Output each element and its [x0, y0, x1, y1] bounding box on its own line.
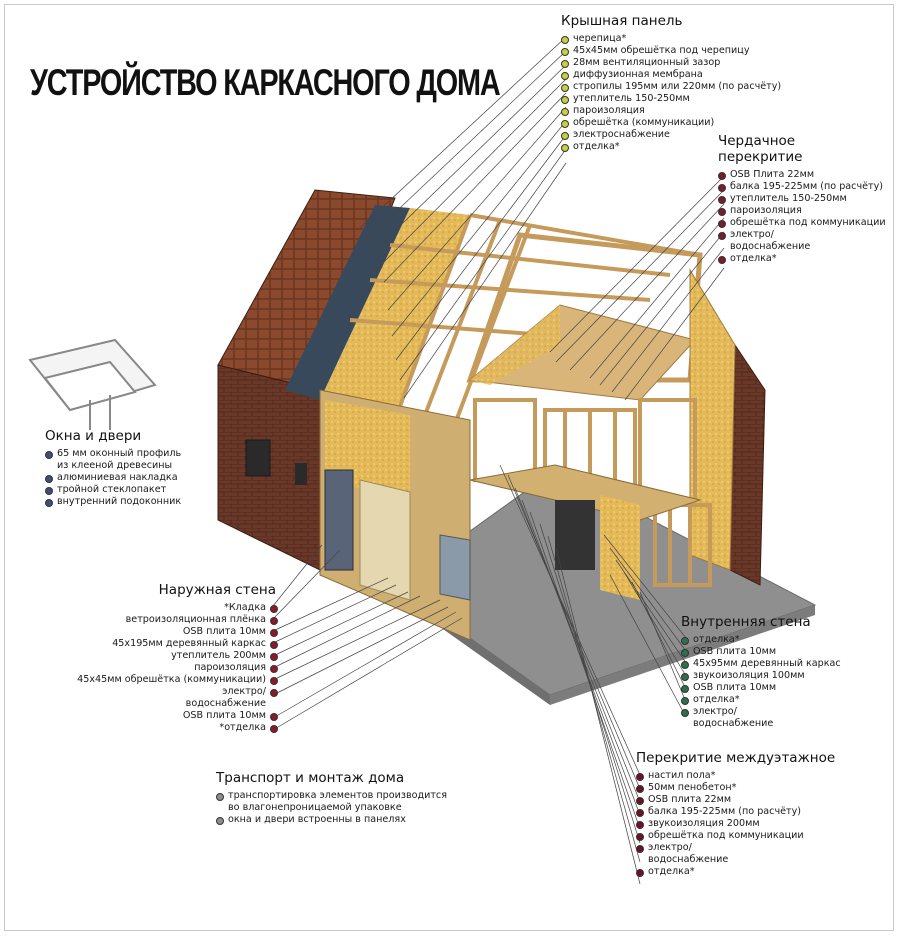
marker-dot-icon [45, 487, 53, 495]
marker-dot-icon [561, 96, 569, 104]
list-item: отделка* [561, 141, 781, 153]
marker-dot-icon [561, 120, 569, 128]
marker-dot-icon [270, 653, 278, 661]
attic-floor-heading-line1: Чердачное [718, 133, 796, 149]
list-item: электро/ водоснабжение [636, 842, 835, 866]
list-item: обрешётка (коммуникации) [561, 117, 781, 129]
window-profile-sketch [30, 340, 155, 430]
marker-dot-icon [636, 845, 644, 853]
marker-dot-icon [636, 869, 644, 877]
marker-dot-icon [270, 677, 278, 685]
list-item: алюминиевая накладка [45, 472, 182, 484]
marker-dot-icon [216, 793, 224, 801]
interfloor-heading: Перекритие междуэтажное [636, 750, 836, 766]
list-item: утеплитель 150-250мм [561, 93, 781, 105]
marker-dot-icon [216, 817, 224, 825]
list-item: OSB Плита 22мм [718, 169, 886, 181]
list-item: обрешётка под коммуникации [636, 830, 835, 842]
marker-dot-icon [636, 809, 644, 817]
list-item: 45х45мм обрешётка под черепицу [561, 45, 781, 57]
roof-panel-heading: Крышная панель [561, 13, 683, 29]
list-item: пароизоляция [718, 205, 886, 217]
list-item: пароизоляция [60, 662, 278, 674]
list-item: обрешётка под коммуникации [718, 217, 886, 229]
list-item: отделка* [636, 866, 835, 878]
attic-floor-legend [718, 133, 886, 265]
list-item: ветроизоляционная плёнка [60, 614, 278, 626]
marker-dot-icon [270, 617, 278, 625]
list-item: *отделка [60, 722, 278, 734]
marker-dot-icon [636, 833, 644, 841]
marker-dot-icon [718, 220, 726, 228]
marker-dot-icon [561, 132, 569, 140]
marker-dot-icon [561, 144, 569, 152]
marker-dot-icon [681, 661, 689, 669]
list-item: пароизоляция [561, 105, 781, 117]
transport-heading: Транспорт и монтаж дома [216, 770, 405, 786]
marker-dot-icon [681, 673, 689, 681]
marker-dot-icon [718, 256, 726, 264]
inner-wall-legend [681, 614, 841, 730]
marker-dot-icon [561, 60, 569, 68]
marker-dot-icon [45, 499, 53, 507]
attic-floor-heading-line2: перекритие [718, 149, 803, 165]
list-item: 45х45мм обрешётка (коммуникации) [60, 674, 278, 686]
marker-dot-icon [681, 637, 689, 645]
list-item: 45х195мм деревянный каркас [60, 638, 278, 650]
marker-dot-icon [561, 84, 569, 92]
outer-wall-legend [60, 582, 278, 734]
marker-dot-icon [561, 36, 569, 44]
marker-dot-icon [561, 108, 569, 116]
list-item: OSB плита 10мм [60, 710, 278, 722]
marker-dot-icon [270, 689, 278, 697]
list-item: электро/ водоснабжение [718, 229, 886, 253]
marker-dot-icon [681, 649, 689, 657]
interfloor-legend [636, 750, 835, 878]
list-item: балка 195-225мм (по расчёту) [718, 181, 886, 193]
marker-dot-icon [636, 773, 644, 781]
marker-dot-icon [561, 48, 569, 56]
marker-dot-icon [45, 475, 53, 483]
list-item: 50мм пенобетон* [636, 782, 835, 794]
list-item: OSB плита 10мм [681, 682, 841, 694]
list-item: OSB плита 10мм [681, 646, 841, 658]
list-item: внутренний подоконник [45, 496, 182, 508]
windows-doors-heading: Окна и двери [45, 428, 142, 444]
marker-dot-icon [636, 785, 644, 793]
list-item: 28мм вентиляционный зазор [561, 57, 781, 69]
list-item: звукоизоляция 100мм [681, 670, 841, 682]
roof-panel-legend [561, 13, 781, 153]
marker-dot-icon [270, 641, 278, 649]
list-item: OSB плита 22мм [636, 794, 835, 806]
inner-wall-heading: Внутренняя стена [681, 614, 811, 630]
marker-dot-icon [270, 665, 278, 673]
marker-dot-icon [636, 821, 644, 829]
list-item: окна и двери встроенны в панелях [216, 814, 448, 826]
windows-doors-legend [45, 428, 182, 508]
list-item: черепица* [561, 33, 781, 45]
list-item: тройной стеклопакет [45, 484, 182, 496]
list-item: OSB плита 10мм [60, 626, 278, 638]
list-item: балка 195-225мм (по расчёту) [636, 806, 835, 818]
page-title: УСТРОЙСТВО КАРКАСНОГО ДОМА [30, 62, 500, 103]
marker-dot-icon [45, 451, 53, 459]
marker-dot-icon [718, 208, 726, 216]
marker-dot-icon [718, 196, 726, 204]
marker-dot-icon [718, 172, 726, 180]
marker-dot-icon [718, 232, 726, 240]
marker-dot-icon [270, 725, 278, 733]
list-item: утеплитель 150-250мм [718, 193, 886, 205]
list-item: транспортировка элементов производится во влагонепроницаемой упаковке [216, 790, 448, 814]
marker-dot-icon [561, 72, 569, 80]
marker-dot-icon [270, 629, 278, 637]
list-item: отделка* [718, 253, 886, 265]
transport-legend [216, 770, 448, 826]
marker-dot-icon [681, 697, 689, 705]
marker-dot-icon [636, 797, 644, 805]
list-item: 65 мм оконный профиль из клееной древесины [45, 448, 182, 472]
list-item: утеплитель 200мм [60, 650, 278, 662]
list-item: электро/ водоснабжение [60, 686, 278, 710]
list-item: стропилы 195мм или 220мм (по расчёту) [561, 81, 781, 93]
outer-wall-heading: Наружная стена [158, 582, 276, 598]
list-item: 45х95мм деревянный каркас [681, 658, 841, 670]
list-item: электроснабжение [561, 129, 781, 141]
marker-dot-icon [718, 184, 726, 192]
list-item: отделка* [681, 694, 841, 706]
list-item: звукоизоляция 200мм [636, 818, 835, 830]
list-item: электро/ водоснабжение [681, 706, 841, 730]
list-item: диффузионная мембрана [561, 69, 781, 81]
marker-dot-icon [681, 685, 689, 693]
list-item: настил пола* [636, 770, 835, 782]
list-item: отделка* [681, 634, 841, 646]
marker-dot-icon [270, 713, 278, 721]
list-item: *Кладка [60, 602, 278, 614]
marker-dot-icon [270, 605, 278, 613]
marker-dot-icon [681, 709, 689, 717]
